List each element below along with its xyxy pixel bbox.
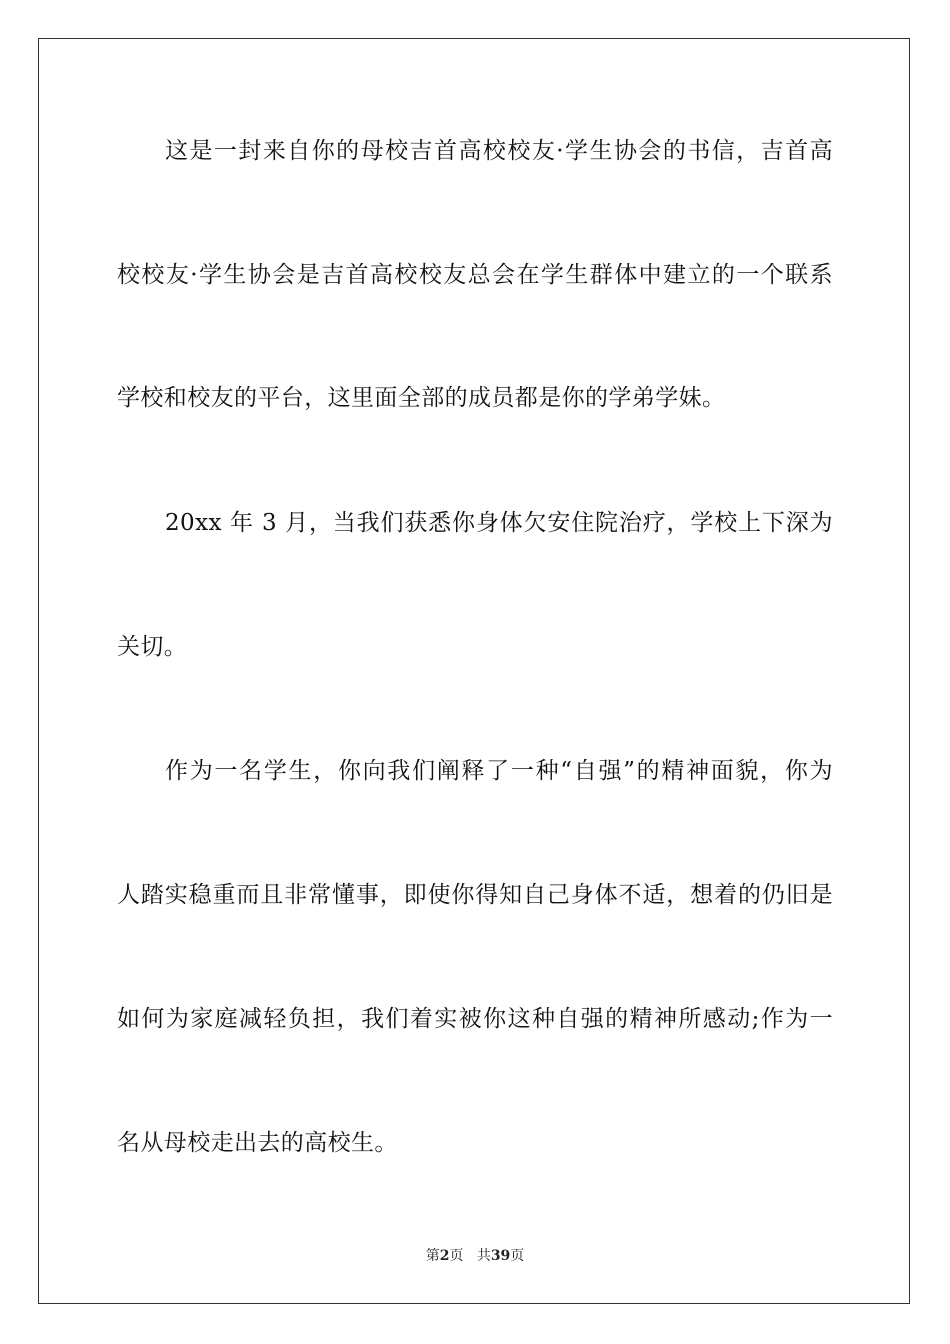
total-suffix: 页 xyxy=(510,1248,525,1264)
page-prefix: 第 xyxy=(425,1248,440,1264)
total-prefix: 共 xyxy=(476,1248,491,1264)
paragraph-3-line-2: 人踏实稳重而且非常懂事，即使你得知自己身体不适，想着的仍旧是 xyxy=(117,882,833,908)
paragraph-3-line-3: 如何为家庭减轻负担，我们着实被你这种自强的精神所感动;作为一 xyxy=(117,1006,833,1032)
paragraph-2-line-2: 关切。 xyxy=(117,634,188,660)
paragraph-1-line-3: 学校和校友的平台，这里面全部的成员都是你的学弟学妹。 xyxy=(117,385,726,411)
paragraph-2-line-1: 20xx 年 3 月，当我们获悉你身体欠安住院治疗，学校上下深为 xyxy=(165,510,833,536)
paragraph-3-line-1: 作为一名学生，你向我们阐释了一种“自强”的精神面貌，你为 xyxy=(165,758,833,784)
paragraph-3-line-4: 名从母校走出去的高校生。 xyxy=(117,1130,398,1156)
page-footer xyxy=(0,1247,950,1265)
paragraph-1-line-2: 校校友·学生协会是吉首高校校友总会在学生群体中建立的一个联系 xyxy=(117,262,833,288)
paragraph-1-line-1: 这是一封来自你的母校吉首高校校友·学生协会的书信，吉首高 xyxy=(165,138,833,164)
page-suffix: 页 xyxy=(449,1248,464,1264)
page-border xyxy=(38,38,910,1304)
total-pages: 39 xyxy=(490,1248,511,1264)
page-number: 2 xyxy=(439,1248,450,1264)
